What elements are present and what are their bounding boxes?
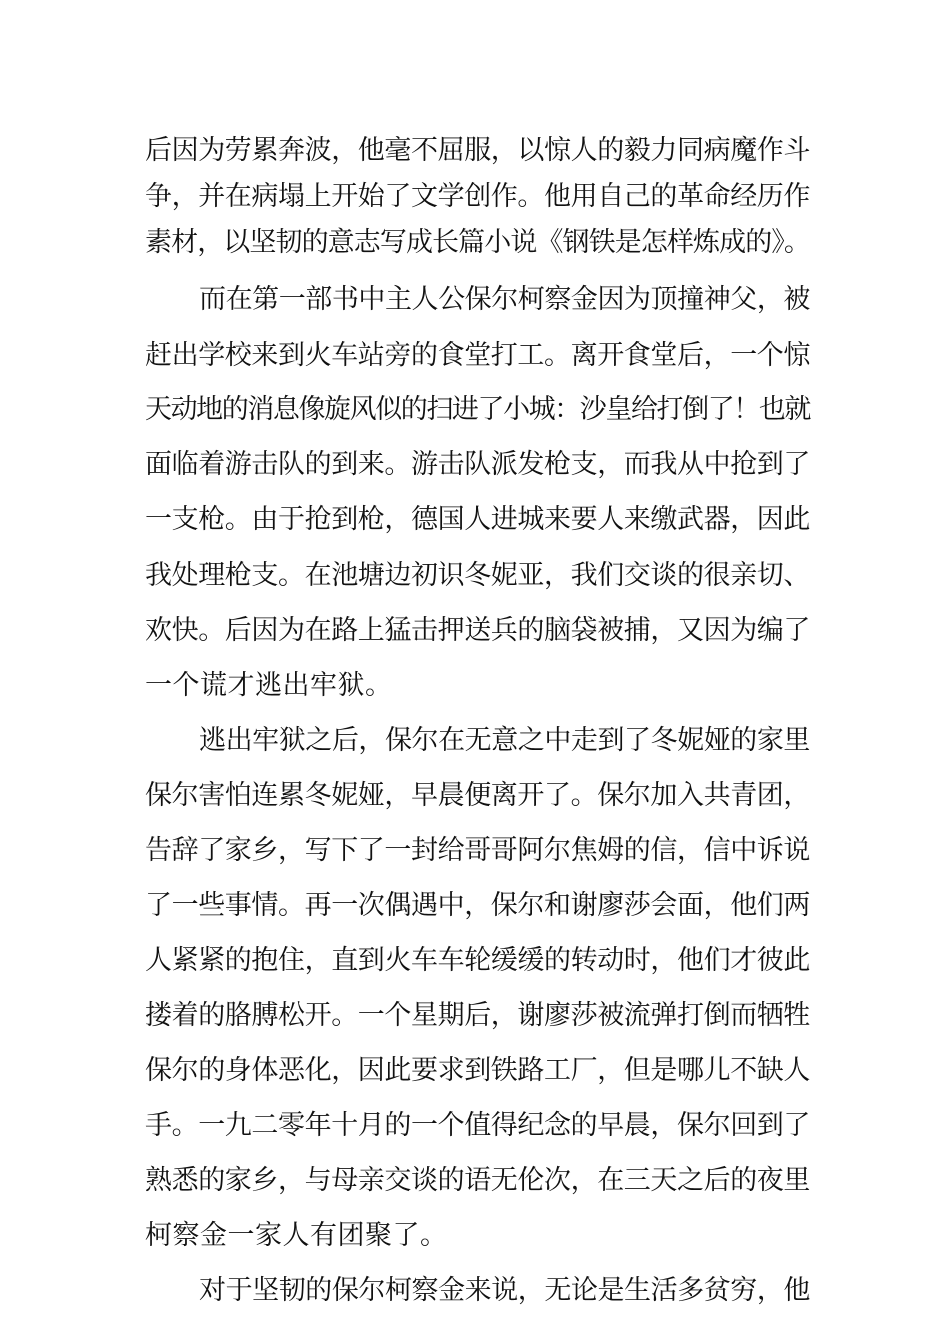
text-line: 搂着的胳膊松开。一个星期后，谢廖莎被流弹打倒而牺牲: [145, 1000, 810, 1031]
text-line: 争，并在病塌上开始了文学创作。他用自己的革命经历作: [145, 181, 810, 212]
text-line: 保尔的身体恶化，因此要求到铁路工厂，但是哪儿不缺人: [145, 1055, 810, 1086]
text-line: 我处理枪支。在池塘边初识冬妮亚，我们交谈的很亲切、: [145, 560, 810, 591]
text-line: 后因为劳累奔波，他毫不屈服，以惊人的毅力同病魔作斗: [145, 135, 810, 166]
text-line: 人紧紧的抱住，直到火车车轮缓缓的转动时，他们才彼此: [145, 945, 810, 976]
text-line: 天动地的消息像旋风似的扫进了小城：沙皇给打倒了！也就: [145, 394, 810, 425]
text-line: 赶出学校来到火车站旁的食堂打工。离开食堂后，一个惊: [145, 340, 810, 371]
text-line: 面临着游击队的到来。游击队派发枪支，而我从中抢到了: [145, 449, 810, 480]
paragraph-start-line: 而在第一部书中主人公保尔柯察金因为顶撞神父，被: [199, 284, 810, 315]
text-line: 手。一九二零年十月的一个值得纪念的早晨，保尔回到了: [145, 1110, 810, 1141]
text-line: 欢快。后因为在路上猛击押送兵的脑袋被捕，又因为编了: [145, 615, 810, 646]
text-line: 了一些事情。再一次偶遇中，保尔和谢廖莎会面，他们两: [145, 890, 810, 921]
text-line: 熟悉的家乡，与母亲交谈的语无伦次，在三天之后的夜里: [145, 1165, 810, 1196]
paragraph-start-line: 对于坚韧的保尔柯察金来说，无论是生活多贫穷，他: [199, 1275, 810, 1306]
text-line: 柯察金一家人有团聚了。: [145, 1220, 448, 1251]
text-line: 素材，以坚韧的意志写成长篇小说《钢铁是怎样炼成的》。: [145, 227, 810, 258]
paragraph-start-line: 逃出牢狱之后，保尔在无意之中走到了冬妮娅的家里: [199, 725, 810, 756]
text-line: 一个谎才逃出牢狱。: [145, 670, 393, 701]
text-line: 告辞了家乡，写下了一封给哥哥阿尔焦姆的信，信中诉说: [145, 835, 810, 866]
text-line: 一支枪。由于抢到枪，德国人进城来要人来缴武器，因此: [145, 504, 810, 535]
text-line: 保尔害怕连累冬妮娅，早晨便离开了。保尔加入共青团，: [145, 780, 810, 811]
